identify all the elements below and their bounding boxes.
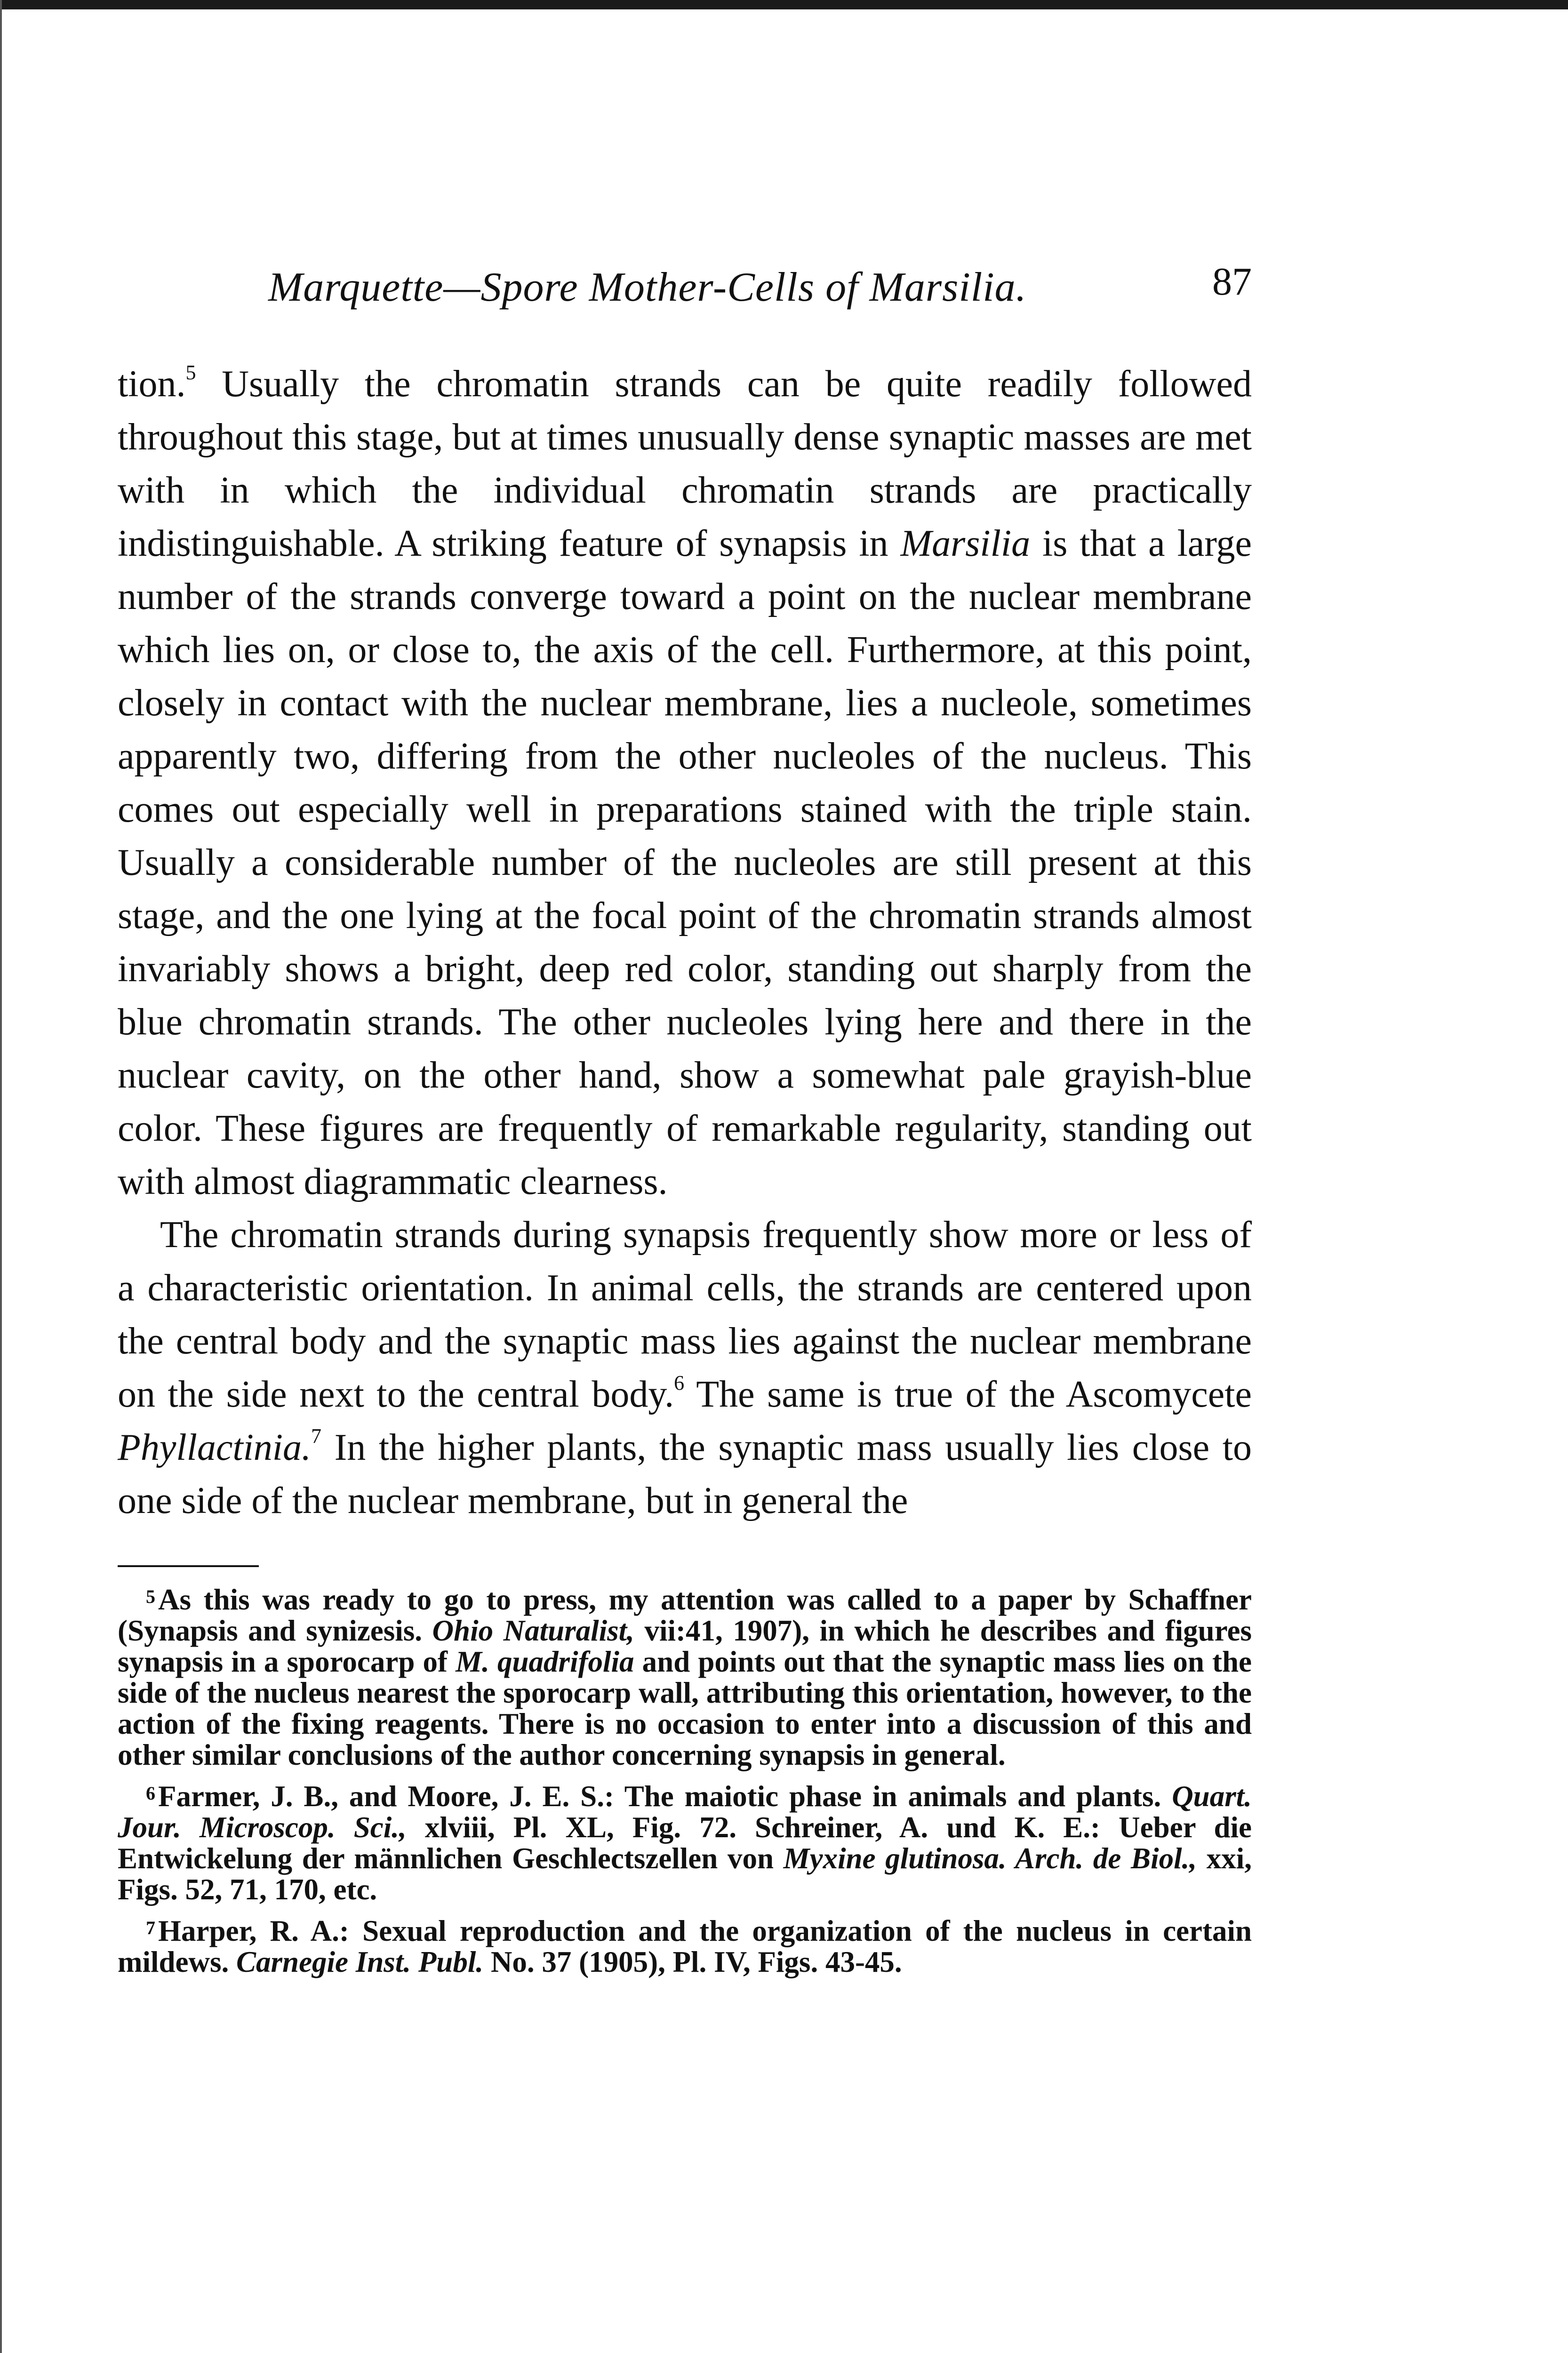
footnote-ref-5: 5 [185, 361, 196, 384]
footnote-italic: Myxine glutinosa. Arch. de Biol., [783, 1842, 1197, 1875]
footnote-5 [118, 1581, 1252, 1770]
footnote-italic: Quart. Jour. Microscop. Sci., [118, 1780, 1252, 1844]
paragraph-1-text: is that a large number of the strands converge toward a point on the nuclear membrane which lies on, or close to, the axis of the cell. Furthermore, at this point, closely in contact with the nuclear membrane, lies a nucleole, sometimes apparently two, differing from the other nucleoles of the nucleus. This comes out especially well in preparations stained with the triple stain. Usually a considerable number of the nucleoles are still present at this stage, and the one lying at the focal point of the chromatin strands almost invariably shows a bright, deep red color, standing out sharply from the blue chromatin strands. The other nucleoles lying here and there in the nuclear cavity, on the other hand, show a somewhat pale grayish-blue color. These figures are frequently of remarkable regularity, standing out with almost diagrammatic clearness. [118, 523, 1252, 1202]
paragraph-2-text: The chromatin strands during synapsis frequently show more or less of a characteristic orientation. In animal cells, the strands are centered upon the central body and the synaptic mass lies against the nuclear membrane on the side next to the central body. [118, 1214, 1252, 1415]
scan-left-edge [0, 0, 2, 2353]
footnote-6 [118, 1778, 1252, 1905]
paragraph-2 [118, 1209, 1252, 1528]
footnote-ref-7: 7 [311, 1425, 322, 1448]
page [118, 260, 1252, 1985]
footnote-italic: M. quadrifolia [456, 1645, 634, 1678]
footnote-italic: Carnegie Inst. Publ. [236, 1945, 484, 1978]
footnote-ref-6: 6 [674, 1371, 685, 1394]
footnote-mark: 5 [146, 1586, 155, 1607]
scan-top-edge [0, 0, 1568, 9]
footnote-text: As this was ready to go to press, my attention was called to a paper by Schaffner (Synapsis and synizesis. [118, 1583, 1252, 1647]
paragraph-1 [118, 358, 1252, 1209]
footnote-text: Farmer, J. B., and Moore, J. E. S.: The maiotic phase in animals and plants. [158, 1780, 1172, 1813]
paragraph-1-text: tion. [118, 363, 186, 405]
genus-name: Phyllactinia. [118, 1427, 312, 1468]
running-head [118, 260, 1252, 315]
paragraph-1-text: Usually the chromatin strands can be quite readily followed throughout this stage, but at times unusually dense synaptic masses are met with in which the individual chromatin strands are practically indistinguishable. A striking feature of synapsis in [118, 363, 1252, 564]
running-title: Marquette—Spore Mother-Cells of Marsilia. [268, 264, 1027, 310]
footnote-rule [118, 1565, 259, 1567]
genus-name: Marsilia [900, 523, 1031, 564]
footnote-mark: 6 [146, 1783, 155, 1804]
footnote-7 [118, 1913, 1252, 1977]
footnote-text: vii:41, 1907), in which he describes and figures synapsis in a sporocarp of [118, 1614, 1252, 1678]
footnote-text: xxi, Figs. 52, 71, 170, etc. [118, 1842, 1252, 1906]
footnote-text: No. 37 (1905), Pl. IV, Figs. 43-45. [483, 1945, 902, 1978]
paragraph-2-text: In the higher plants, the synaptic mass usually lies close to one side of the nuclear membrane, but in general the [118, 1427, 1252, 1521]
footnote-mark: 7 [146, 1917, 155, 1938]
footnotes [118, 1581, 1252, 1977]
footnote-text: xlviii, Pl. XL, Fig. 72. Schreiner, A. und K. E.: Ueber die Entwickelung der männlichen Geschlectszellen von [118, 1811, 1252, 1875]
footnote-text: Harper, R. A.: Sexual reproduction and the organization of the nucleus in certain mildews. [118, 1914, 1252, 1978]
page-number: 87 [1212, 260, 1252, 304]
footnote-italic: Ohio Naturalist, [432, 1614, 634, 1647]
footnote-text: and points out that the synaptic mass lies on the side of the nucleus nearest the sporocarp wall, attributing this orientation, however, to the action of the fixing reagents. There is no occasion to enter into a discussion of this and other similar conclusions of the author concerning synapsis in general. [118, 1645, 1252, 1771]
paragraph-2-text: The same is true of the Ascomycete [684, 1374, 1252, 1415]
body-text [118, 358, 1252, 1528]
